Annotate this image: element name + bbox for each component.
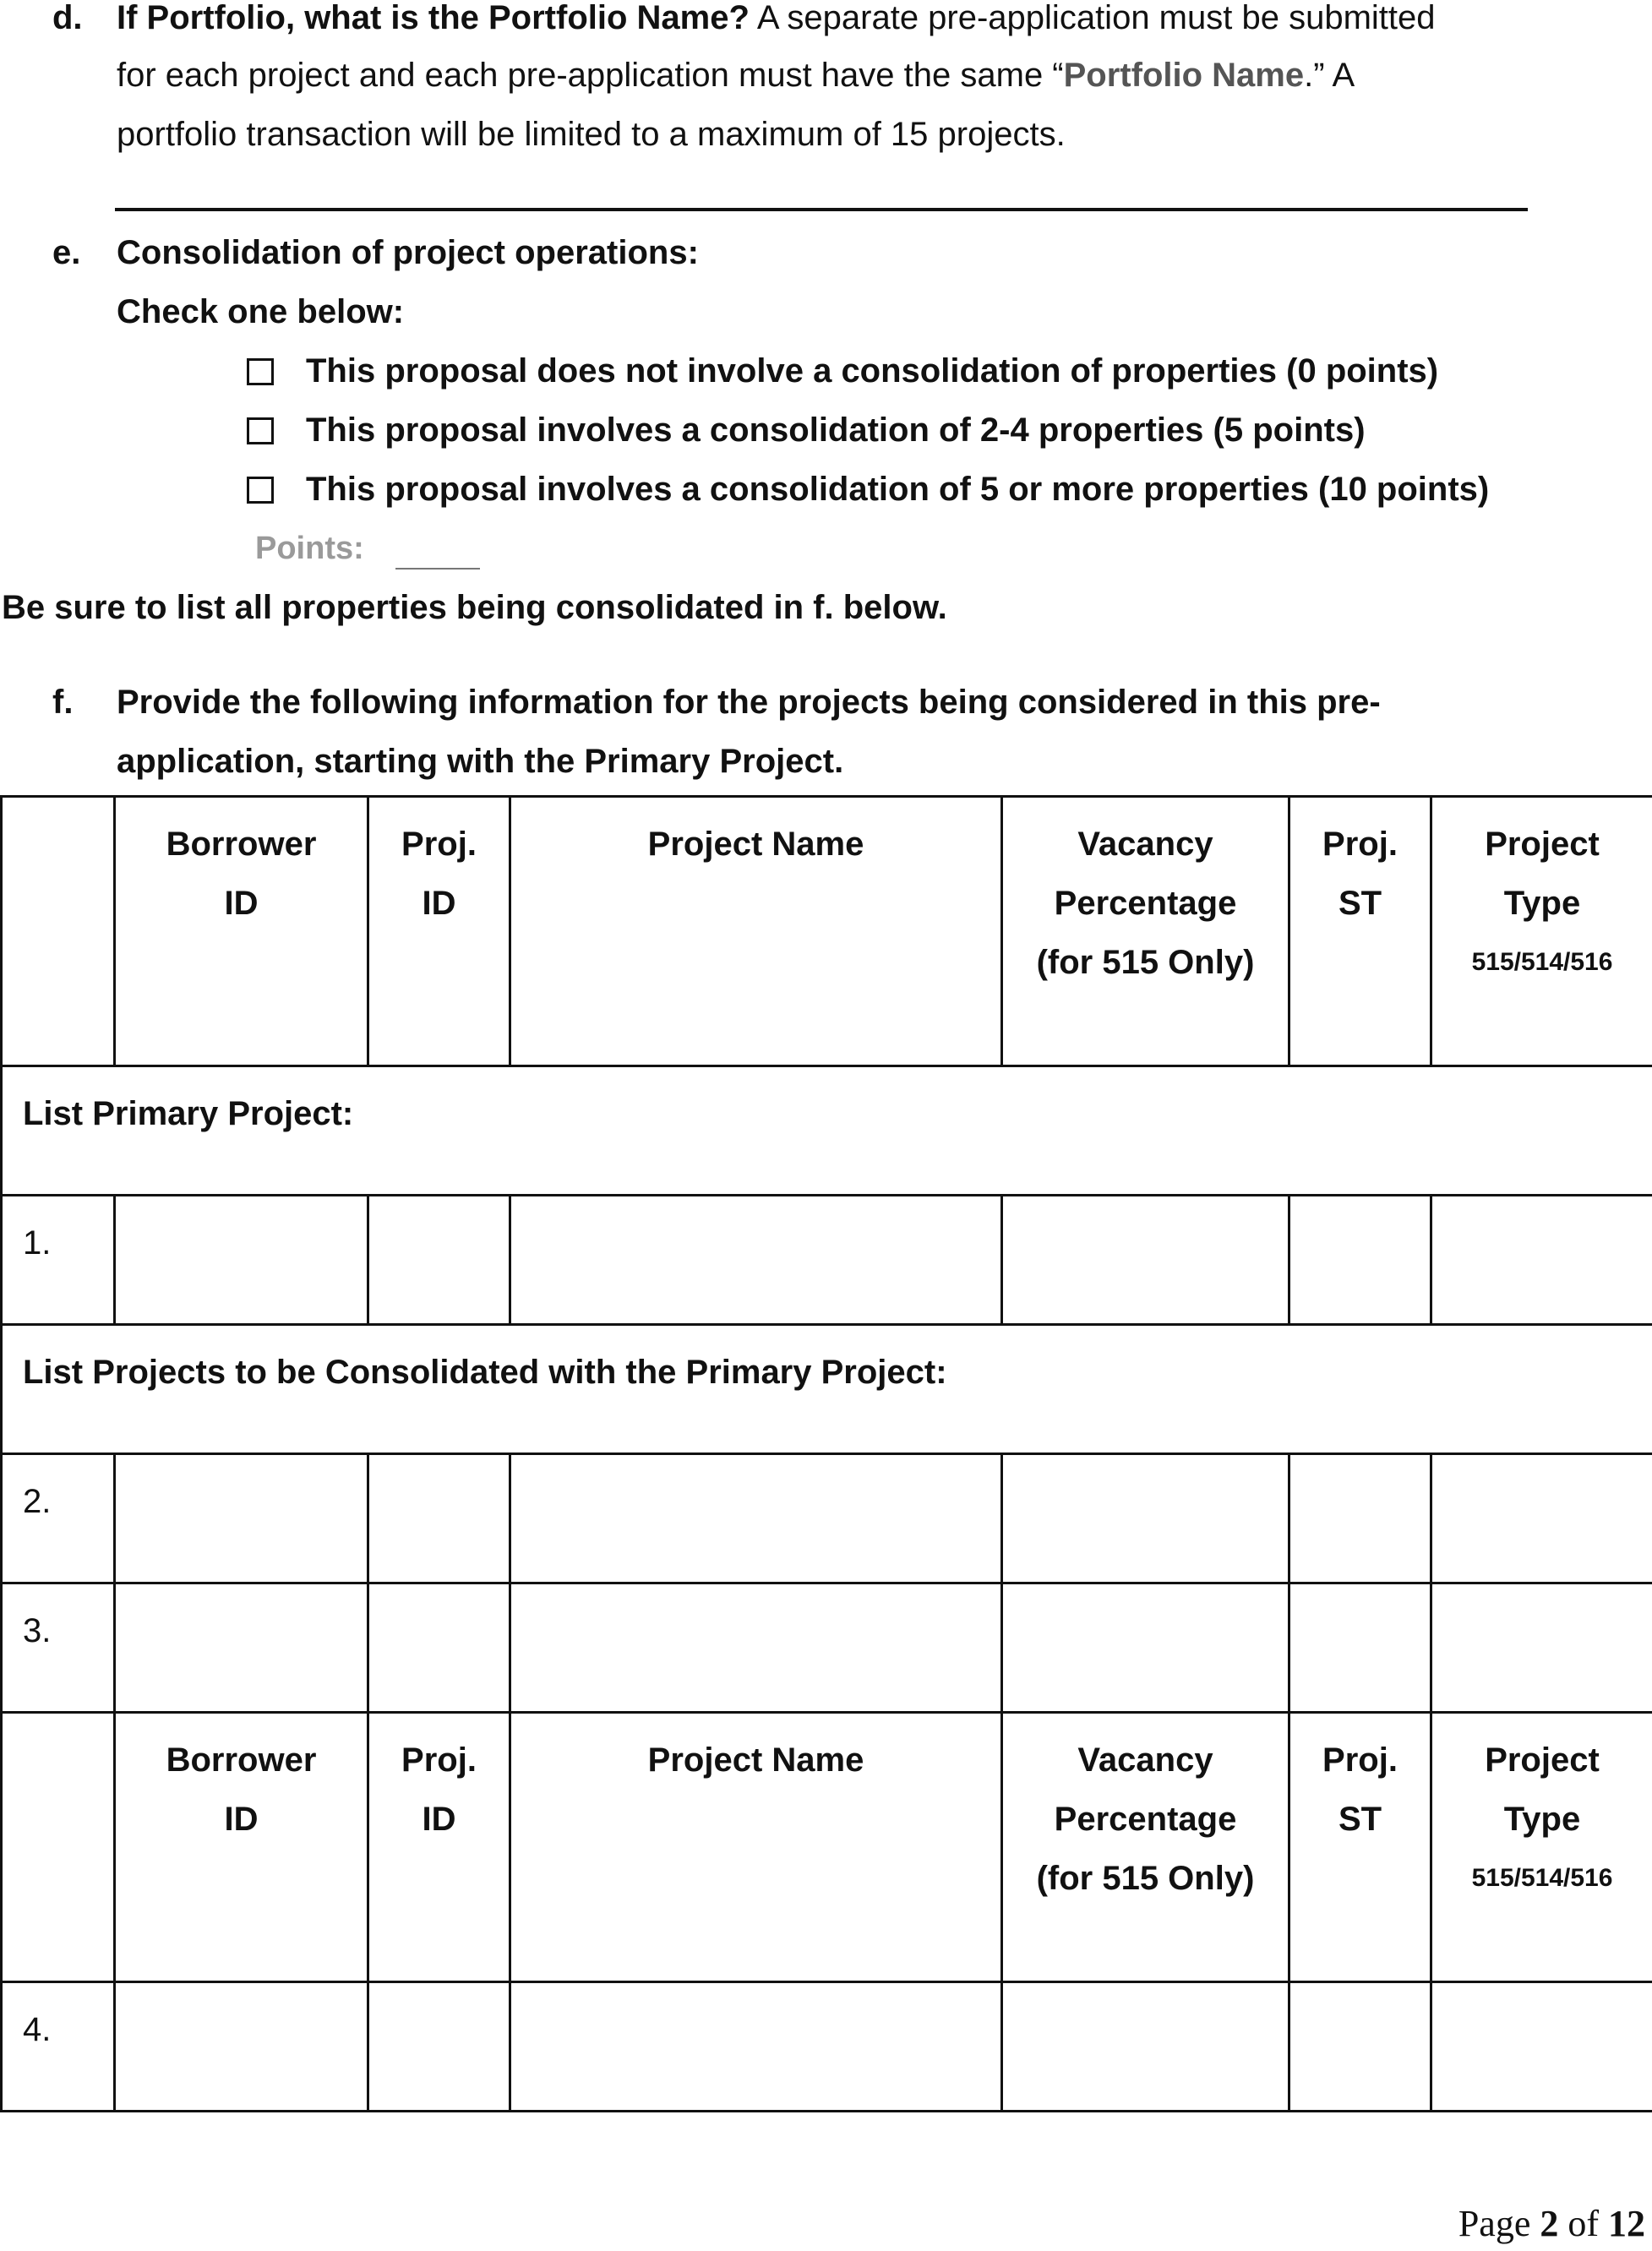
table-row <box>2 1454 1652 1583</box>
row-number: 3. <box>2 1583 115 1713</box>
section-f-letter: f. <box>52 684 74 721</box>
proj-id-cell[interactable] <box>368 1454 510 1583</box>
header-row-repeat <box>2 1713 1652 1982</box>
header-proj-id: Proj. ID <box>368 1713 510 1982</box>
borrower-id-cell[interactable] <box>115 1454 368 1583</box>
table-row <box>2 1982 1652 2112</box>
project-name-cell[interactable] <box>510 1982 1002 2112</box>
portfolio-text-3: portfolio transaction will be limited to a maximum of 15 projects. <box>117 116 1066 153</box>
proj-st-cell[interactable] <box>1289 1982 1431 2112</box>
consolidation-title: Consolidation of project operations: <box>117 234 699 271</box>
portfolio-question: If Portfolio, what is the Portfolio Name? <box>117 0 750 36</box>
header-empty-cell <box>2 797 115 1066</box>
section-e-letter: e. <box>52 234 81 271</box>
section-d-line-2 <box>117 46 1355 105</box>
check-one-label: Check one below: <box>117 293 405 330</box>
project-name-cell[interactable] <box>510 1196 1002 1325</box>
project-name-cell[interactable] <box>510 1583 1002 1713</box>
portfolio-name-label: Portfolio Name <box>1063 57 1305 94</box>
section-f-line-1: Provide the following information for the projects being considered in this pre- <box>117 684 1381 721</box>
borrower-id-cell[interactable] <box>115 1583 368 1713</box>
consolidated-projects-label: List Projects to be Consolidated with the Primary Project: <box>2 1325 1652 1454</box>
option-2-checkbox[interactable] <box>247 417 274 444</box>
header-project-type: Project Type 515/514/516 <box>1431 797 1652 1066</box>
proj-st-cell[interactable] <box>1289 1196 1431 1325</box>
header-project-name: Project Name <box>510 1713 1002 1982</box>
option-2-label: This proposal involves a consolidation of 2-4 properties (5 points) <box>306 412 1366 449</box>
row-number: 4. <box>2 1982 115 2112</box>
vacancy-cell[interactable] <box>1002 1196 1289 1325</box>
points-field[interactable] <box>395 568 480 570</box>
header-vacancy: Vacancy Percentage (for 515 Only) <box>1002 1713 1289 1982</box>
consolidation-note: Be sure to list all properties being consolidated in f. below. <box>2 589 947 626</box>
primary-project-label: List Primary Project: <box>2 1066 1652 1196</box>
header-project-name: Project Name <box>510 797 1002 1066</box>
consolidated-label-row <box>2 1325 1652 1454</box>
section-f-line-2: application, starting with the Primary Project. <box>117 743 844 780</box>
vacancy-cell[interactable] <box>1002 1454 1289 1583</box>
vacancy-cell[interactable] <box>1002 1982 1289 2112</box>
portfolio-text-1: A separate pre-application must be submitted <box>756 0 1436 36</box>
vacancy-cell[interactable] <box>1002 1583 1289 1713</box>
section-d-letter: d. <box>52 0 83 36</box>
portfolio-text-2b: .” A <box>1304 57 1355 94</box>
row-number: 2. <box>2 1454 115 1583</box>
project-type-cell[interactable] <box>1431 1982 1652 2112</box>
header-borrower-id: Borrower ID <box>115 1713 368 1982</box>
header-proj-st: Proj. ST <box>1289 1713 1431 1982</box>
project-type-cell[interactable] <box>1431 1196 1652 1325</box>
proj-st-cell[interactable] <box>1289 1454 1431 1583</box>
header-borrower-id: Borrower ID <box>115 797 368 1066</box>
header-vacancy: Vacancy Percentage (for 515 Only) <box>1002 797 1289 1066</box>
proj-st-cell[interactable] <box>1289 1583 1431 1713</box>
option-1-checkbox[interactable] <box>247 358 274 385</box>
proj-id-cell[interactable] <box>368 1583 510 1713</box>
proj-id-cell[interactable] <box>368 1196 510 1325</box>
proj-id-cell[interactable] <box>368 1982 510 2112</box>
project-type-cell[interactable] <box>1431 1583 1652 1713</box>
header-row <box>2 797 1652 1066</box>
header-empty-cell <box>2 1713 115 1982</box>
header-proj-id: Proj. ID <box>368 797 510 1066</box>
row-number: 1. <box>2 1196 115 1325</box>
option-3-checkbox[interactable] <box>247 477 274 504</box>
option-1-label: This proposal does not involve a consolidation of properties (0 points) <box>306 352 1439 390</box>
points-label: Points: <box>255 531 364 566</box>
table-row <box>2 1583 1652 1713</box>
project-type-cell[interactable] <box>1431 1454 1652 1583</box>
projects-table <box>0 795 1652 2112</box>
header-proj-st: Proj. ST <box>1289 797 1431 1066</box>
borrower-id-cell[interactable] <box>115 1196 368 1325</box>
page-number: Page 2 of 12 <box>1458 2203 1645 2244</box>
portfolio-name-field[interactable] <box>115 208 1528 211</box>
option-3-label: This proposal involves a consolidation of 5 or more properties (10 points) <box>306 471 1490 508</box>
table-row <box>2 1196 1652 1325</box>
portfolio-text-2a: for each project and each pre-application must have the same “ <box>117 57 1064 94</box>
section-d-line-1 <box>117 0 1436 47</box>
primary-label-row <box>2 1066 1652 1196</box>
header-project-type: Project Type 515/514/516 <box>1431 1713 1652 1982</box>
borrower-id-cell[interactable] <box>115 1982 368 2112</box>
project-name-cell[interactable] <box>510 1454 1002 1583</box>
